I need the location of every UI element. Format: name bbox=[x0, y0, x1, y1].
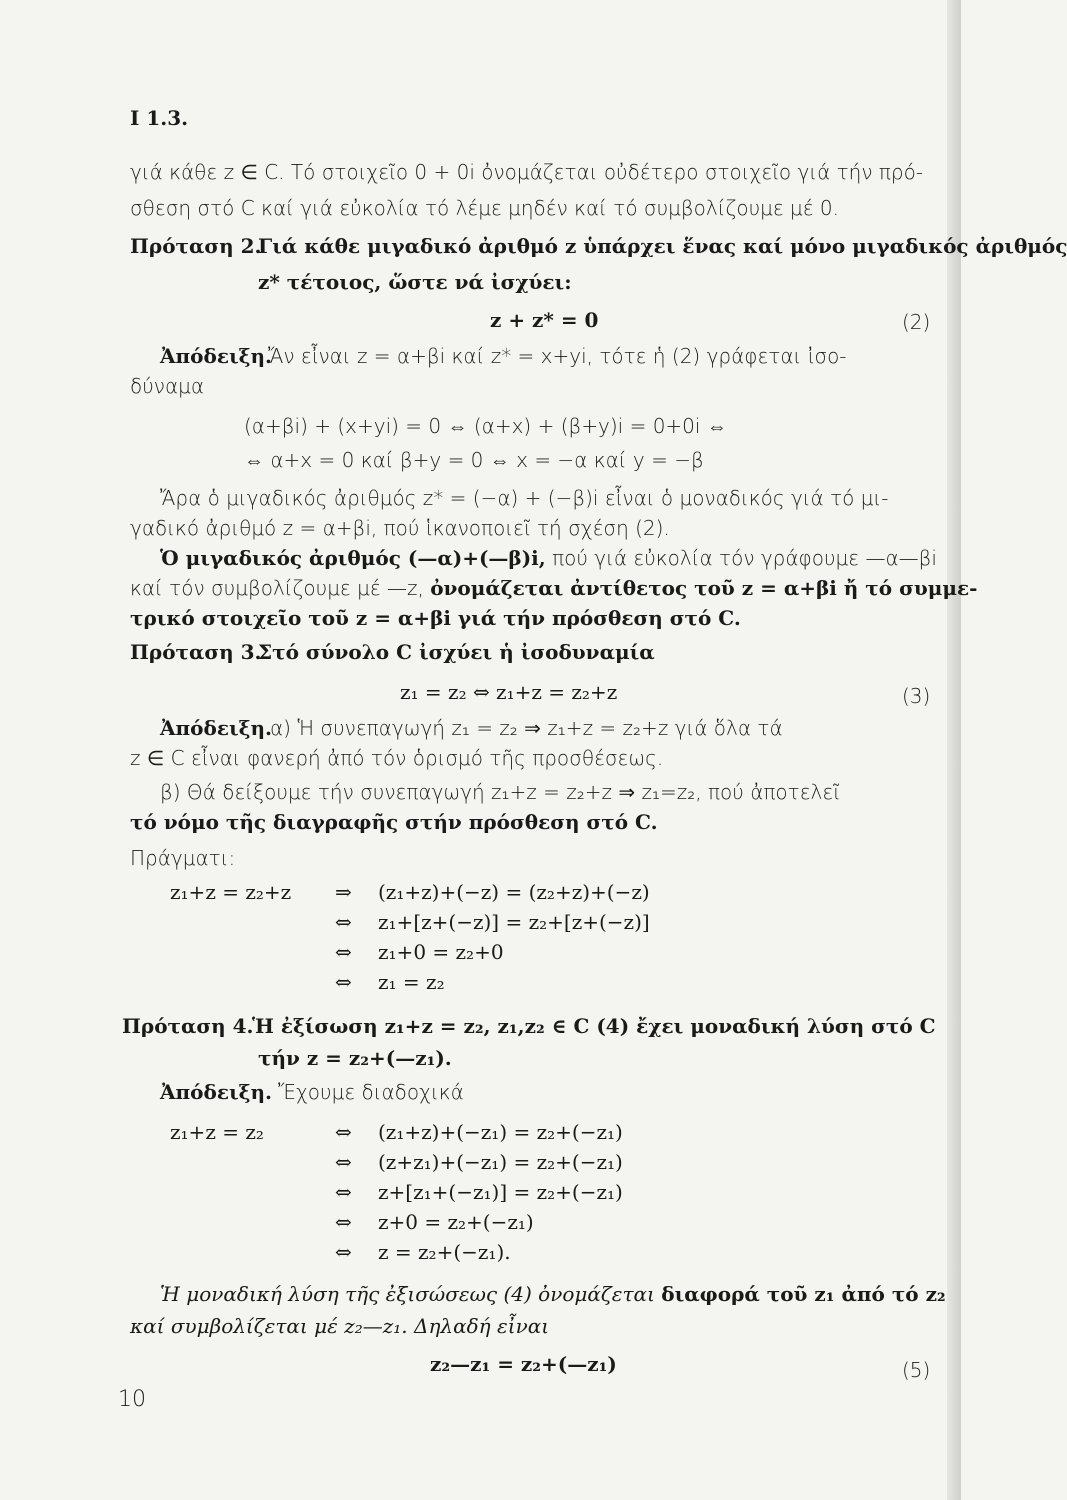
prop4-label: Πρόταση 4. bbox=[122, 1014, 254, 1038]
proof2-line-1: Ἄν εἶναι z = α+βi καί z* = x+yi, τότε ἡ (2) γράφεται ἰσο- bbox=[268, 344, 847, 368]
step-operator: ⇔ bbox=[335, 1180, 352, 1204]
step-operator: ⇔ bbox=[335, 1120, 352, 1144]
step-lhs: z₁+z = z₂ bbox=[170, 1120, 264, 1144]
difference-eq-number: (5) bbox=[902, 1358, 931, 1382]
step-rhs: (z₁+z)+(−z) = (z₂+z)+(−z) bbox=[378, 880, 650, 904]
opposite-line-1 bbox=[160, 544, 937, 572]
proof4-label: Ἀπόδειξη. bbox=[160, 1080, 273, 1104]
step-lhs: z₁+z = z₂+z bbox=[170, 880, 292, 904]
step-operator: ⇔ bbox=[335, 1210, 352, 1234]
proof3-line-2: z ∈ C εἶναι φανερή ἀπό τόν ὁρισμό τῆς προσθέσεως. bbox=[130, 746, 664, 770]
page-number: 10 bbox=[118, 1387, 146, 1412]
step-operator: ⇔ bbox=[335, 1240, 352, 1264]
step-rhs: (z+z₁)+(−z₁) = z₂+(−z₁) bbox=[378, 1150, 623, 1174]
prop4-line-2: τήν z = z₂+(—z₁). bbox=[258, 1046, 452, 1070]
opposite-line-2 bbox=[130, 574, 977, 602]
prop3-label: Πρόταση 3. bbox=[130, 640, 262, 664]
proof2-label: Ἀπόδειξη. bbox=[160, 344, 273, 368]
proof3-line-1: α) Ἡ συνεπαγωγή z₁ = z₂ ⇒ z₁+z = z₂+z γιά ὅλα τά bbox=[270, 716, 783, 740]
proof2-line-2: δύναμα bbox=[130, 374, 205, 398]
prop3-text: Στό σύνολο C ἰσχύει ἡ ἰσοδυναμία bbox=[258, 640, 655, 664]
prop4-line-1: Ἡ ἐξίσωση z₁+z = z₂, z₁,z₂ ∈ C (4) ἔχει μοναδική λύση στό C bbox=[252, 1014, 936, 1038]
step-operator: ⇔ bbox=[335, 940, 352, 964]
proof3-line-3: β) Θά δείξουμε τήν συνεπαγωγή z₁+z = z₂+z ⇒ z₁=z₂, πού ἀποτελεῖ bbox=[160, 780, 840, 804]
proof3-label: Ἀπόδειξη. bbox=[160, 716, 273, 740]
prop3-eq-number: (3) bbox=[902, 684, 931, 708]
prop2-line-1: Γιά κάθε μιγαδικό ἀριθμό z ὑπάρχει ἕνας καί μόνο μιγαδικός ἀριθμός bbox=[258, 234, 1067, 258]
step-operator: ⇔ bbox=[335, 970, 352, 994]
opposite-line-3: τρικό στοιχεῖο τοῦ z = α+βi γιά τήν πρόσθεση στό C. bbox=[130, 606, 741, 630]
intro-line-1: γιά κάθε z ∈ C. Τό στοιχεῖο 0 + 0i ὀνομάζεται οὐδέτερο στοιχεῖο γιά τήν πρό- bbox=[130, 160, 924, 184]
difference-def-term: διαφορά τοῦ z₁ ἀπό τό z₂ bbox=[661, 1282, 946, 1306]
difference-equation: z₂—z₁ = z₂+(—z₁) bbox=[430, 1352, 617, 1376]
proof4-text: Ἔχουμε διαδοχικά bbox=[278, 1080, 464, 1104]
step-rhs: z+0 = z₂+(−z₁) bbox=[378, 1210, 534, 1234]
step-rhs: z = z₂+(−z₁). bbox=[378, 1240, 511, 1264]
proof2-line-3: Ἄρα ὁ μιγαδικός ἀριθμός z* = (−α) + (−β)i εἶναι ὁ μοναδικός γιά τό μι- bbox=[160, 486, 889, 510]
opposite-name-text: ὀνομάζεται ἀντίθετος τοῦ z = α+βi ἤ τό συμμε- bbox=[430, 576, 978, 600]
prop2-label: Πρόταση 2. bbox=[130, 234, 262, 258]
prop3-equation: z₁ = z₂ ⇔ z₁+z = z₂+z bbox=[400, 680, 618, 704]
step-rhs: z+[z₁+(−z₁)] = z₂+(−z₁) bbox=[378, 1180, 623, 1204]
intro-line-2: σθεση στό C καί γιά εὐκολία τό λέμε μηδέν καί τό συμβολίζουμε μέ 0. bbox=[130, 196, 840, 220]
step-rhs: z₁ = z₂ bbox=[378, 970, 445, 994]
step-rhs: z₁+[z+(−z)] = z₂+[z+(−z)] bbox=[378, 910, 650, 934]
opposite-def-rest: πού γιά εὐκολία τόν γράφουμε —α—βi bbox=[552, 546, 937, 570]
step-rhs: (z₁+z)+(−z₁) = z₂+(−z₁) bbox=[378, 1120, 623, 1144]
prop2-line-2: z* τέτοιος, ὥστε νά ἰσχύει: bbox=[258, 270, 572, 294]
section-header: Ι 1.3. bbox=[130, 106, 189, 130]
prop2-eq-number: (2) bbox=[902, 310, 931, 334]
proof3-line-5: Πράγματι: bbox=[130, 846, 236, 870]
step-operator: ⇔ bbox=[335, 910, 352, 934]
difference-line-2: καί συμβολίζεται μέ z₂—z₁. Δηλαδή εἶναι bbox=[130, 1314, 550, 1338]
step-operator: ⇔ bbox=[335, 1150, 352, 1174]
page-edge bbox=[947, 0, 961, 1500]
difference-line-1 bbox=[160, 1280, 946, 1308]
step-operator: ⇒ bbox=[335, 880, 352, 904]
proof2-eq-2: ⇔ α+x = 0 καί β+y = 0 ⇔ x = −α καί y = −β bbox=[244, 448, 704, 472]
difference-def-italic: Ἡ μοναδική λύση τῆς ἐξισώσεως (4) ὀνομάζεται bbox=[160, 1282, 655, 1306]
opposite-def-term: Ὁ μιγαδικός ἀριθμός (—α)+(—β)i, bbox=[160, 546, 546, 570]
proof2-line-4: γαδικό ἀριθμό z = α+βi, πού ἱκανοποιεῖ τή σχέση (2). bbox=[130, 516, 670, 540]
proof2-eq-1: (α+βi) + (x+yi) = 0 ⇔ (α+x) + (β+y)i = 0+0i ⇔ bbox=[244, 414, 727, 438]
prop2-equation: z + z* = 0 bbox=[490, 308, 599, 332]
opposite-symbol-text: καί τόν συμβολίζουμε μέ —z, bbox=[130, 576, 424, 600]
proof3-line-4: τό νόμο τῆς διαγραφῆς στήν πρόσθεση στό C. bbox=[130, 810, 658, 834]
step-rhs: z₁+0 = z₂+0 bbox=[378, 940, 504, 964]
